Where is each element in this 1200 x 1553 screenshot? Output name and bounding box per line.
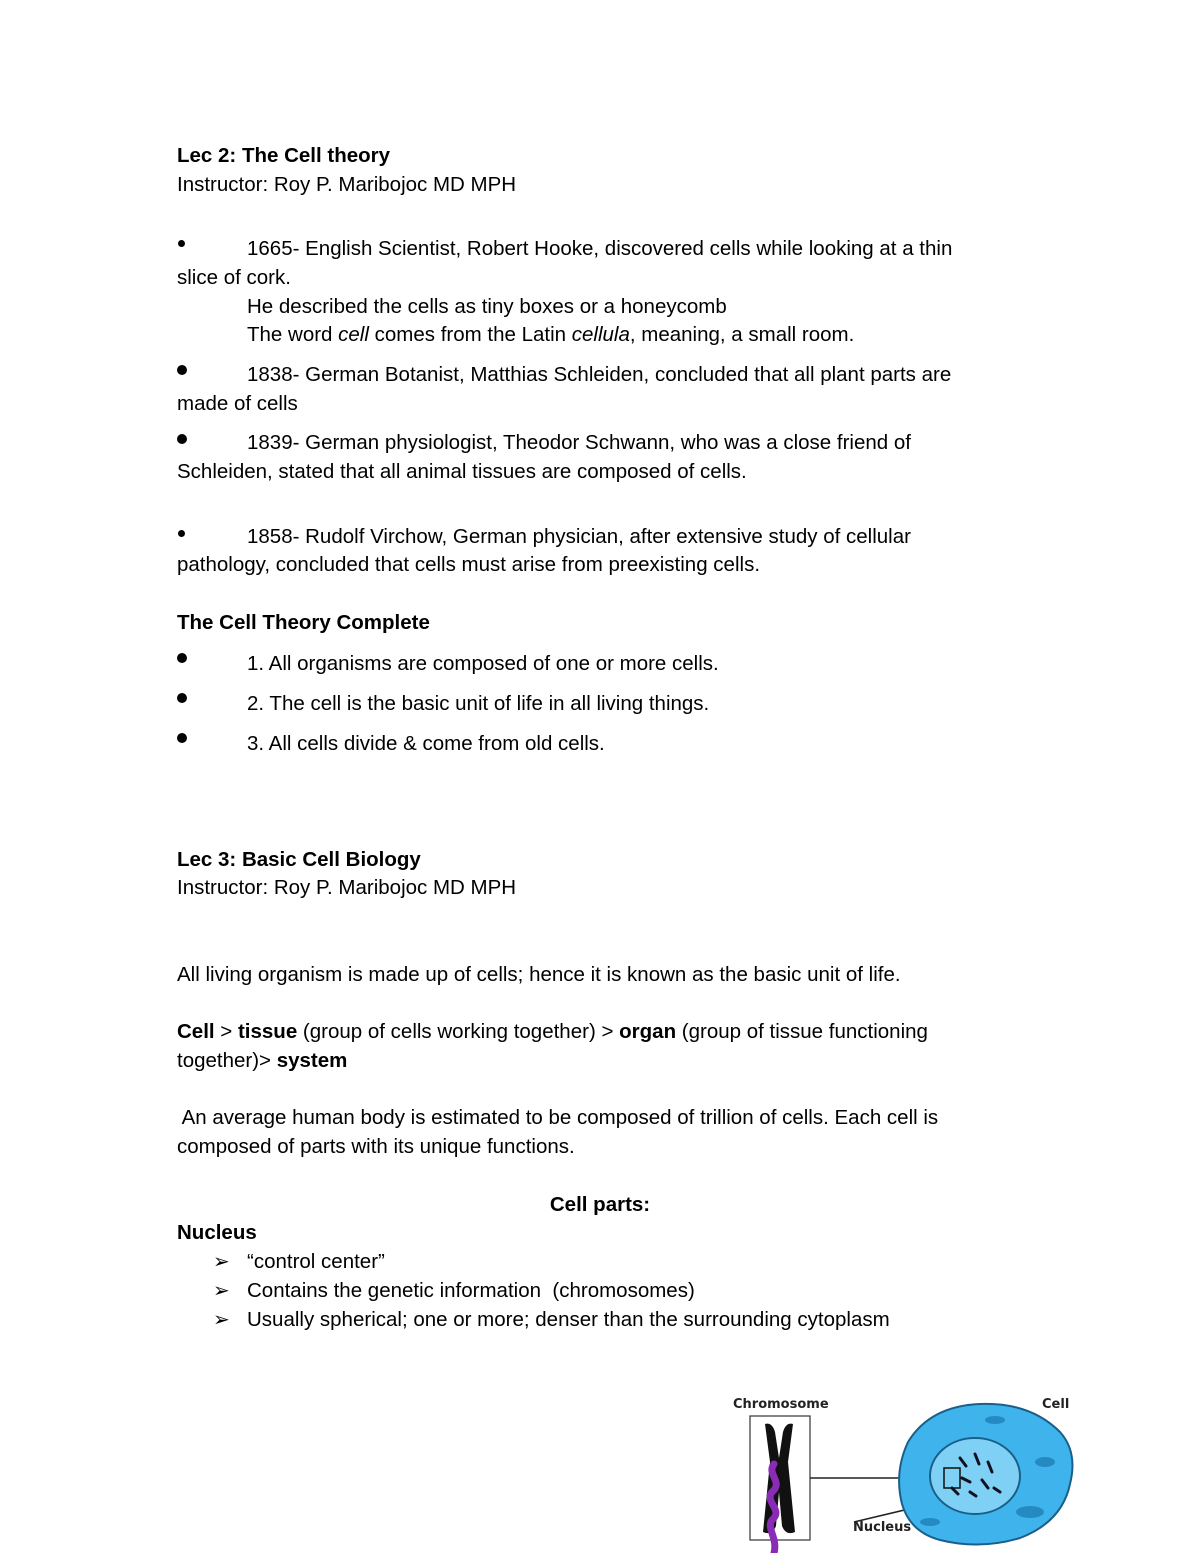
- cell-diagram: [730, 1392, 1080, 1553]
- nucleus-label: Nucleus: [853, 1520, 912, 1535]
- lec3-instructor: Instructor: Roy P. Maribojoc MD MPH: [177, 876, 517, 899]
- cell-diagram-graphic: [730, 1392, 1080, 1553]
- lec2-item-1-line2: slice of cork.: [177, 266, 291, 289]
- cell-label: Cell: [1042, 1397, 1070, 1412]
- chromosome-label: Chromosome: [733, 1397, 829, 1412]
- lec2-title: Lec 2: The Cell theory: [177, 144, 391, 167]
- nucleus-item-1: “control center”: [247, 1250, 385, 1273]
- lec2-item-3-line1: 1839- German physiologist, Theodor Schwann, who was a close friend of: [247, 431, 911, 454]
- cell-theory-item-1: 1. All organisms are composed of one or more cells.: [247, 652, 719, 675]
- cell-theory-complete-heading: The Cell Theory Complete: [177, 611, 430, 634]
- hierarchy-line-1: Cell > tissue (group of cells working together) > organ (group of tissue functioning: [177, 1020, 928, 1043]
- bullet-icon: [177, 653, 187, 663]
- body-line-1: An average human body is estimated to be composed of trillion of cells. Each cell is: [177, 1106, 939, 1129]
- cell-theory-item-3: 3. All cells divide & come from old cells.: [247, 732, 605, 755]
- nucleus-item-3: Usually spherical; one or more; denser than the surrounding cytoplasm: [247, 1308, 890, 1331]
- bullet-icon: [177, 434, 187, 444]
- dna-strand-icon: [770, 1464, 776, 1553]
- lec2-item-4-line2: pathology, concluded that cells must arise from preexisting cells.: [177, 553, 761, 576]
- lec2-item-1-sub1: He described the cells as tiny boxes or a honeycomb: [247, 295, 727, 318]
- cell-theory-item-2: 2. The cell is the basic unit of life in all living things.: [247, 692, 710, 715]
- lec2-item-1-sub2: The word cell comes from the Latin cellula, meaning, a small room.: [247, 323, 855, 346]
- bullet-icon: [177, 733, 187, 743]
- lec2-item-3-line2: Schleiden, stated that all animal tissues are composed of cells.: [177, 460, 747, 483]
- lec3-intro: All living organism is made up of cells; hence it is known as the basic unit of life.: [177, 963, 901, 986]
- lec2-item-1-line1: 1665- English Scientist, Robert Hooke, discovered cells while looking at a thin: [247, 237, 953, 260]
- bullet-icon: [178, 530, 185, 537]
- nucleus-heading: Nucleus: [177, 1221, 257, 1244]
- arrow-bullet-icon: ➢: [213, 1251, 230, 1273]
- hierarchy-line-2: together)> system: [177, 1049, 348, 1072]
- bullet-icon: [177, 693, 187, 703]
- bullet-icon: [177, 365, 187, 375]
- lec2-item-4-line1: 1858- Rudolf Virchow, German physician, after extensive study of cellular: [247, 525, 911, 548]
- arrow-bullet-icon: ➢: [213, 1280, 230, 1302]
- body-line-2: composed of parts with its unique functions.: [177, 1135, 575, 1158]
- cell-parts-heading: Cell parts:: [549, 1193, 651, 1216]
- arrow-bullet-icon: ➢: [213, 1309, 230, 1331]
- nucleus-item-2: Contains the genetic information (chromosomes): [247, 1279, 695, 1302]
- lec3-title: Lec 3: Basic Cell Biology: [177, 848, 421, 871]
- bullet-icon: [178, 240, 185, 247]
- lec2-item-2-line1: 1838- German Botanist, Matthias Schleiden, concluded that all plant parts are: [247, 363, 952, 386]
- lec2-item-2-line2: made of cells: [177, 392, 298, 415]
- lec2-instructor: Instructor: Roy P. Maribojoc MD MPH: [177, 173, 517, 196]
